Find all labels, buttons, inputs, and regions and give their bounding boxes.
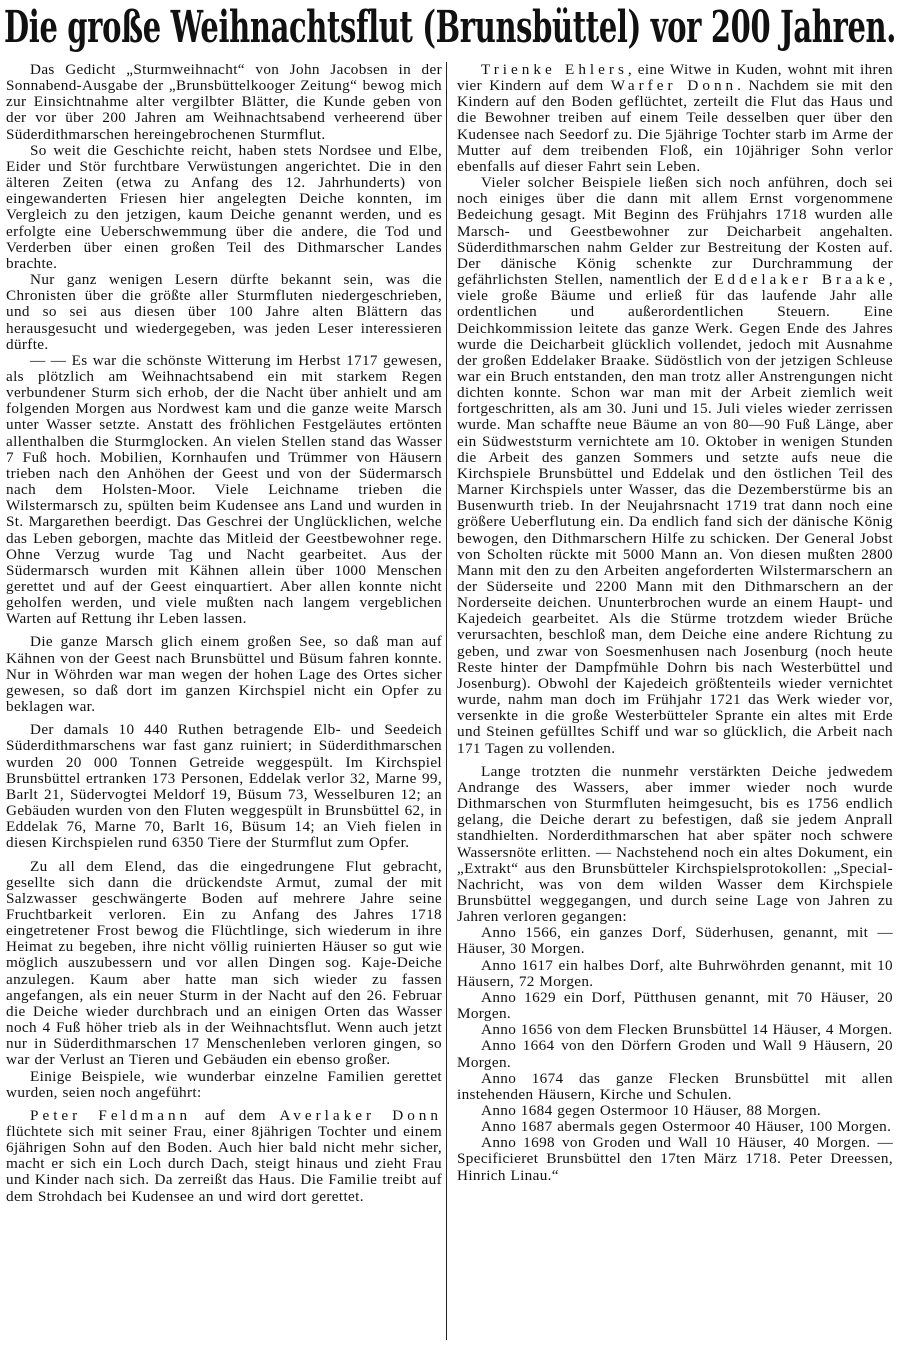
- article-paragraph: [6, 62, 442, 143]
- emphasized-name: Trienke Ehlers: [481, 61, 628, 78]
- article-paragraph: [6, 1069, 442, 1101]
- article-headline: Die große Weihnachtsflut (Brunsbüttel) vor 200 Jahren.: [4, 2, 896, 53]
- article-paragraph: [457, 990, 893, 1022]
- article-paragraph: [457, 175, 893, 757]
- article-paragraph: [457, 1103, 893, 1119]
- article-paragraph: [457, 62, 893, 175]
- paragraph-text: Das Gedicht „Sturmweihnacht“ von John Jacobsen in der Sonnabend-Ausgabe der „Brunsbüttelkooger Zeitung“ bewog mich zur Einsichtnahme alter vergilbter Blätter, die Kunde geben von der vor über 200 Jahren am Weihnachtsabend verheerend über Süderdithmarschen hereingebrochenen Sturmflut.: [6, 61, 442, 143]
- article-paragraph: [457, 1119, 893, 1135]
- article-paragraph: [6, 353, 442, 628]
- paragraph-text: . Nachdem sie mit den Kindern auf den Boden geflüchtet, zerteilt die Flut das Haus und die Bewohner treiben auf einem Teile desselben quer über den Kudensee nach Seedorf zu. Die 5jährige Tochter starb im Arme der Mutter auf dem treibenden Floß, ein 10jähriger Sohn verlor ebenfalls auf dieser Fahrt sein Leben.: [457, 77, 893, 175]
- article-paragraph: [457, 958, 893, 990]
- paragraph-text: Nur ganz wenigen Lesern dürfte bekannt sein, was die Chronisten über die größte aller Sturmfluten niedergeschrieben, und so sei aus diesen über 100 Jahre alten Blättern das herausgesucht und wiedergegeben, was jeden Leser interessieren dürfte.: [6, 271, 442, 353]
- paragraph-text: Einige Beispiele, wie wunderbar einzelne Familien gerettet wurden, seien noch angeführt:: [6, 1067, 442, 1101]
- article-paragraph: [6, 143, 442, 272]
- article-paragraph: [6, 722, 442, 851]
- article-paragraph: [457, 925, 893, 957]
- paragraph-text: Anno 1664 von den Dörfern Groden und Wall 9 Häusern, 20 Morgen.: [457, 1037, 893, 1071]
- paragraph-text: Anno 1684 gegen Ostermoor 10 Häuser, 88 Morgen.: [481, 1102, 822, 1119]
- paragraph-text: — — Es war die schönste Witterung im Herbst 1717 gewesen, als plötzlich am Weihnachtsabend ein mit starkem Regen verbundener Sturm sich erhob, der die Nacht über anhielt und am folgenden Morgen aus Nordwest kam und die ganze weite Marsch unter Wasser setzte. Anstatt des fröhlichen Festgeläutes ertönten allenthalben die Sturmglocken. An vielen Stellen stand das Wasser 7 Fuß hoch. Mobilien, Kornhaufen und Trümmer von Häusern trieben nach den Anhöhen der Geest und von der Südermarsch nach dem Holsten-Moor. Viele Leichname trieben die Wilstermarsch zu, spülten beim Kudensee ans Land und wurden in St. Margarethen beerdigt. Das Geschrei der Unglücklichen, welche das Leben geborgen, machte das Mitleid der Geestbewohner rege. Ohne Verzug wurde Tag und Nacht gearbeitet. Aus der Südermarsch wurden mit Kähnen allein über 1000 Menschen gerettet und auf der Geest einquartiert. Aber allen konnte nicht geholfen werden, und viele mußten nach langem vergeblichen Warten auf Rettung ihr Leben lassen.: [6, 351, 442, 628]
- paragraph-text: Anno 1687 abermals gegen Ostermoor 40 Häuser, 100 Morgen.: [481, 1118, 892, 1136]
- paragraph-text: Vieler solcher Beispiele ließen sich noch anführen, doch sei noch einiges über die dann mit allem Ernst vorgenommene Bedeichung gesagt. Mit Beginn des Frühjahrs 1718 wurden alle Marsch- und Geestbewohner zur Deicharbeit angehalten. Süderdithmarschen nahm Gelder zur Bestreitung der Kosten auf. Der dänische König schenkte zur Durchrammung der gefährlichsten Stellen, namentlich der: [457, 174, 893, 289]
- article-paragraph: [457, 1071, 893, 1103]
- article-paragraph: [6, 634, 442, 715]
- paragraph-text: Anno 1617 ein halbes Dorf, alte Buhrwöhrden genannt, mit 10 Häusern, 72 Morgen.: [457, 956, 893, 990]
- paragraph-text: Anno 1629 ein Dorf, Pütthusen genannt, mit 70 Häuser, 20 Morgen.: [457, 988, 893, 1023]
- article-paragraph: [457, 1135, 893, 1183]
- paragraph-text: Anno 1698 von Groden und Wall 10 Häuser, 40 Morgen. — Specificieret Brunsbüttel den 17ten März 1718. Peter Dreessen, Hinrich Linau.“: [457, 1134, 893, 1184]
- emphasized-name: Eddelaker Braake: [714, 271, 889, 289]
- column-divider: [446, 62, 447, 1340]
- article-paragraph: [457, 764, 893, 926]
- paragraph-text: So weit die Geschichte reicht, haben stets Nordsee und Elbe, Eider und Stör furchtbare Verwüstungen angerichtet. Die in den älteren Zeiten (etwa zu Anfang des 12. Jahrhunderts) von eingewanderten Friesen hier angelegten Deiche konnten, im Vergleich zu den jetzigen, kaum Deiche genannt werden, und es erfolgte eine Ueberschwemmung über die andere, die Tod und Verderben über einen großen Teil des Dithmarscher Landes brachte.: [6, 141, 442, 272]
- paragraph-text: auf dem: [191, 1106, 280, 1124]
- article-column-left: [6, 62, 442, 1205]
- article-paragraph: [457, 1022, 893, 1038]
- paragraph-text: Anno 1656 von dem Flecken Brunsbüttel 14 Häuser, 4 Morgen.: [481, 1021, 893, 1039]
- paragraph-text: Lange trotzten die nunmehr verstärkten Deiche jedwedem Andrange des Wassers, aber immer wieder noch wurde Dithmarschen von Sturmfluten heimgesucht, bis es 1756 endlich gelang, die Deiche derart zu befestigen, daß sie jedem Anprall standhielten. Norderdithmarschen hat aber später noch schwere Wassersnöte erlitten. — Nachstehend noch ein altes Dokument, ein „Extrakt“ aus den Brunsbütteler Kirchspielsprotokollen: „Special-Nachricht, was von dem wilden Wasser dem Kirchspiele Brunsbüttel weggegangen, und durch seine Lage von Jahren zu Jahren verloren gegangen:: [457, 762, 893, 926]
- paragraph-text: Die ganze Marsch glich einem großen See, so daß man auf Kähnen von der Geest nach Brunsbüttel und Büsum fahren konnte. Nur in Wöhrden war man wegen der hohen Lage des Ortes sicher gewesen, so daß dort im ganzen Kirchspiel nicht ein Opfer zu beklagen war.: [6, 633, 442, 716]
- article-paragraph: [6, 272, 442, 353]
- paragraph-text: flüchtete sich mit seiner Frau, einer 8jährigen Tochter und einem 6jährigen Sohn auf den Boden. Auch hier bald nicht mehr sicher, macht er sich ein Loch durch Dach, steigt hinaus und zieht Frau und Kinder nach sich. Da zerreißt das Haus. Die Familie treibt auf dem Strohdach bei Kudensee an und wird dort gerettet.: [6, 1123, 442, 1205]
- article-paragraph: [457, 1038, 893, 1070]
- article-paragraph: [6, 1108, 442, 1205]
- article-paragraph: [6, 859, 442, 1069]
- emphasized-name: Warfer Donn: [610, 77, 738, 95]
- emphasized-name: Averlaker Donn: [279, 1106, 442, 1124]
- paragraph-text: Zu all dem Elend, das die eingedrungene Flut gebracht, gesellte sich dann die drückendste Armut, zumal der mit Salzwasser geschwängerte Boden auf mehrere Jahre seine Fruchtbarkeit verloren. Ein zu Anfang des Jahres 1718 eingetretener Frost bewog die Flüchtlinge, sich wiederum in ihre Heimat zu begeben, ihre nicht völlig ruinierten Häuser so gut wie möglich auszubessern und vor allen Dingen sog. Kaje-Deiche anzulegen. Kaum aber hatte man sich wieder zu fassen angefangen, als ein neuer Sturm in der Nacht auf den 26. Februar die Deiche wieder durchbrach und an einigen Orten das Wasser noch 4 Fuß höher trieb als in der Weihnachtsflut. Wenn auch jetzt nur in Süderdithmarschen 17 Menschenleben verloren gingen, so war der Verlust an Tieren und Gebäuden ein ebenso großer.: [6, 857, 442, 1069]
- emphasized-name: Peter Feldmann: [30, 1106, 192, 1124]
- paragraph-text: Anno 1566, ein ganzes Dorf, Süderhusen, genannt, mit — Häuser, 30 Morgen.: [457, 924, 893, 958]
- paragraph-text: Anno 1674 das ganze Flecken Brunsbüttel mit allen instehenden Häusern, Kirche und Schulen.: [457, 1069, 893, 1103]
- paragraph-text: , eine Witwe in Kuden, wohnt mit ihren vier Kindern auf dem: [457, 61, 893, 95]
- paragraph-text: , viele große Bäume und erließ für das laufende Jahr alle ordentlichen und außerordentlichen Steuern. Eine Deichkommission leitete das ganze Werk. Gegen Ende des Jahres wurde die Deicharbeit glücklich vollendet, jedoch mit Ausnahme der großen Eddelaker Braake. Südöstlich von der jetzigen Schleuse war ein Bruch entstanden, den man trotz aller Anstrengungen nicht dichten konnte. Schon war man mit der Arbeit ziemlich weit fortgeschritten, als am 30. Juni und 15. Juli vieles wieder zerrissen wurde. Man schaffte neue Bäume an von 80—90 Fuß Länge, aber ein Südweststurm vernichtete am 10. Oktober in wenigen Stunden die Arbeit des ganzen Sommers und setzte aufs neue die Kirchspiele Brunsbüttel und Eddelak und den östlichen Teil des Marner Kirchspiels unter Wasser, das die Dezemberstürme bis an Busenwurth trieb. In der Neujahrsnacht 1719 trat dann noch eine größere Ueberflutung ein. Da endlich fand sich der dänische König bewogen, den Dithmarschern Hilfe zu schicken. Der General Jobst von Scholten rückte mit 5000 Mann an. Von diesen mußten 2800 Mann mit den zu den Arbeiten angeforderten Wilstermarschern an der Süderseite und 2200 Mann mit den Dithmarschern an der Norderseite deichen. Ununterbrochen wurde an einem Haupt- und Kajedeich gearbeitet. Als die Stürme trotzdem wieder Brüche verursachten, beschloß man, dem Deiche eine andere Richtung zu geben, und zwar von Soesmenhusen nach Josenburg (noch heute Reste hinter der Dampfmühle Dohrn bis nach Westerbüttel und Josenburg). Obwohl der Kajedeich größtenteils wieder vernichtet wurde, nahm man doch im Frühjahr 1721 das Werk wieder vor, versenkte in die große Westerbütteler Sprante ein altes mit Erde und Steinen gefülltes Schiff und war so glücklich, die Arbeit nach 171 Tagen zu vollenden.: [457, 271, 893, 757]
- paragraph-text: Der damals 10 440 Ruthen betragende Elb- und Seedeich Süderdithmarschens war fast ganz ruiniert; in Süderdithmarschen wurden 20 000 Tonnen Getreide weggespült. Im Kirchspiel Brunsbüttel ertranken 173 Personen, Eddelak verlor 32, Marne 99, Barlt 21, Südervogtei Meldorf 19, Büsum 73, Wesselburen 12; an Gebäuden wurden von den Fluten weggespült in Brunsbüttel 62, in Eddelak 76, Marne 70, Barlt 16, Büsum 14; an Vieh fielen in diesen Kirchspielen rund 6350 Tiere der Sturmflut zum Opfer.: [6, 721, 442, 852]
- article-column-right: [457, 62, 893, 1184]
